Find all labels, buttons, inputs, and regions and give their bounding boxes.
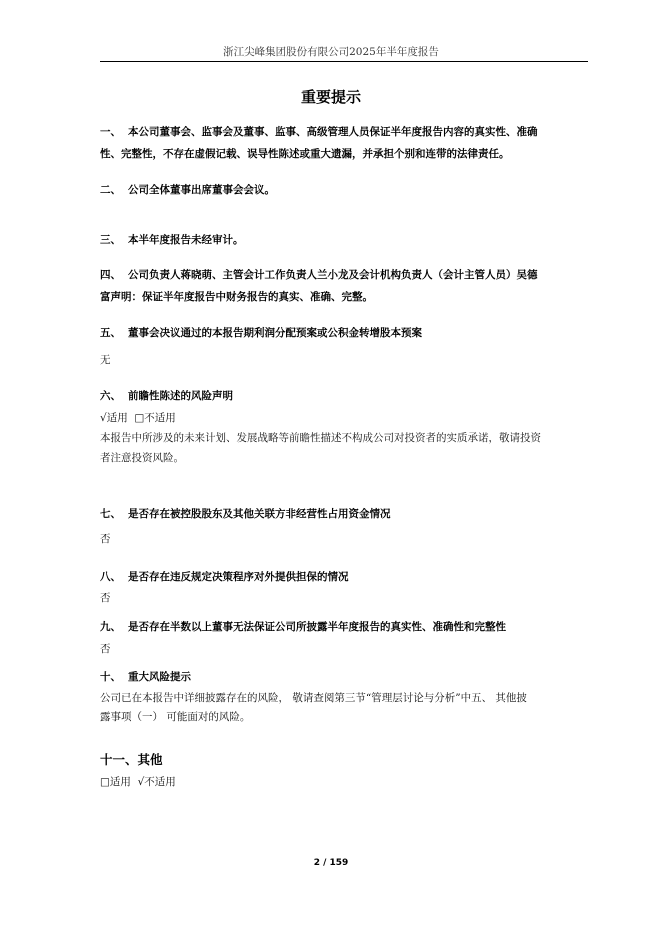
item-1-line-1: 一、 本公司董事会、监事会及董事、监事、高级管理人员保证半年度报告内容的真实性、准确 — [100, 126, 538, 138]
item-10-body-line-2: 露事项（一） 可能面对的风险。 — [100, 711, 251, 723]
item-7-answer: 否 — [100, 533, 111, 545]
not-applicable-checked: √不适用 — [137, 776, 176, 788]
page-title: 重要提示 — [300, 88, 361, 106]
item-4-line-2: 富声明：保证半年度报告中财务报告的真实、准确、完整。 — [100, 291, 373, 303]
page-number: 2 / 159 — [313, 858, 349, 868]
item-6-number: 六、 — [100, 390, 121, 402]
item-4-number: 四、 — [100, 269, 121, 281]
item-7: 七、 是否存在被控股股东及其他关联方非经营性占用资金情况 — [100, 508, 391, 520]
item-3: 三、 本半年度报告未经审计。 — [100, 234, 244, 246]
not-applicable-unchecked: □不适用 — [134, 412, 176, 424]
header-divider — [100, 61, 588, 62]
item-6-body-line-2: 者注意投资风险。 — [100, 452, 184, 464]
item-4-line-1: 四、 公司负责人蒋晓萌、主管会计工作负责人兰小龙及会计机构负责人（会计主管人员）吴德 — [100, 269, 538, 281]
item-10-number: 十、 — [100, 671, 121, 683]
item-7-number: 七、 — [100, 508, 121, 520]
item-2-number: 二、 — [100, 184, 121, 196]
item-9-number: 九、 — [100, 621, 121, 633]
item-8-answer: 否 — [100, 592, 111, 604]
applicable-unchecked: □适用 — [100, 776, 131, 788]
item-6: 六、 前瞻性陈述的风险声明 — [100, 390, 233, 402]
item-10-body-line-1: 公司已在本报告中详细披露存在的风险， 敬请查阅第三节“管理层讨论与分析”中五、 其他披 — [100, 692, 527, 704]
item-9: 九、 是否存在半数以上董事无法保证公司所披露半年度报告的真实性、准确性和完整性 — [100, 621, 506, 633]
item-6-options — [100, 410, 176, 425]
item-5-answer: 无 — [100, 354, 111, 366]
item-6-body-line-1: 本报告中所涉及的未来计划、发展战略等前瞻性描述不构成公司对投资者的实质承诺，敬请投资 — [100, 432, 541, 444]
item-5: 五、 董事会决议通过的本报告期利润分配预案或公积金转增股本预案 — [100, 327, 422, 339]
item-9-answer: 否 — [100, 643, 111, 655]
item-2: 二、 公司全体董事出席董事会会议。 — [100, 184, 275, 196]
item-5-number: 五、 — [100, 327, 121, 339]
item-1-number: 一、 — [100, 126, 121, 138]
page-header: 浙江尖峰集团股份有限公司2025年半年度报告 — [223, 46, 439, 58]
item-10: 十、 重大风险提示 — [100, 671, 191, 683]
item-8: 八、 是否存在违反规定决策程序对外提供担保的情况 — [100, 571, 349, 583]
item-3-number: 三、 — [100, 234, 121, 246]
item-11-options — [100, 774, 176, 789]
item-8-number: 八、 — [100, 571, 121, 583]
item-11: 十一、其他 — [100, 752, 163, 767]
applicable-checked: √适用 — [100, 412, 128, 424]
item-1-line-2: 性、完整性，不存在虚假记载、误导性陈述或重大遗漏，并承担个别和连带的法律责任。 — [100, 148, 510, 160]
item-11-number: 十一、 — [100, 752, 138, 767]
